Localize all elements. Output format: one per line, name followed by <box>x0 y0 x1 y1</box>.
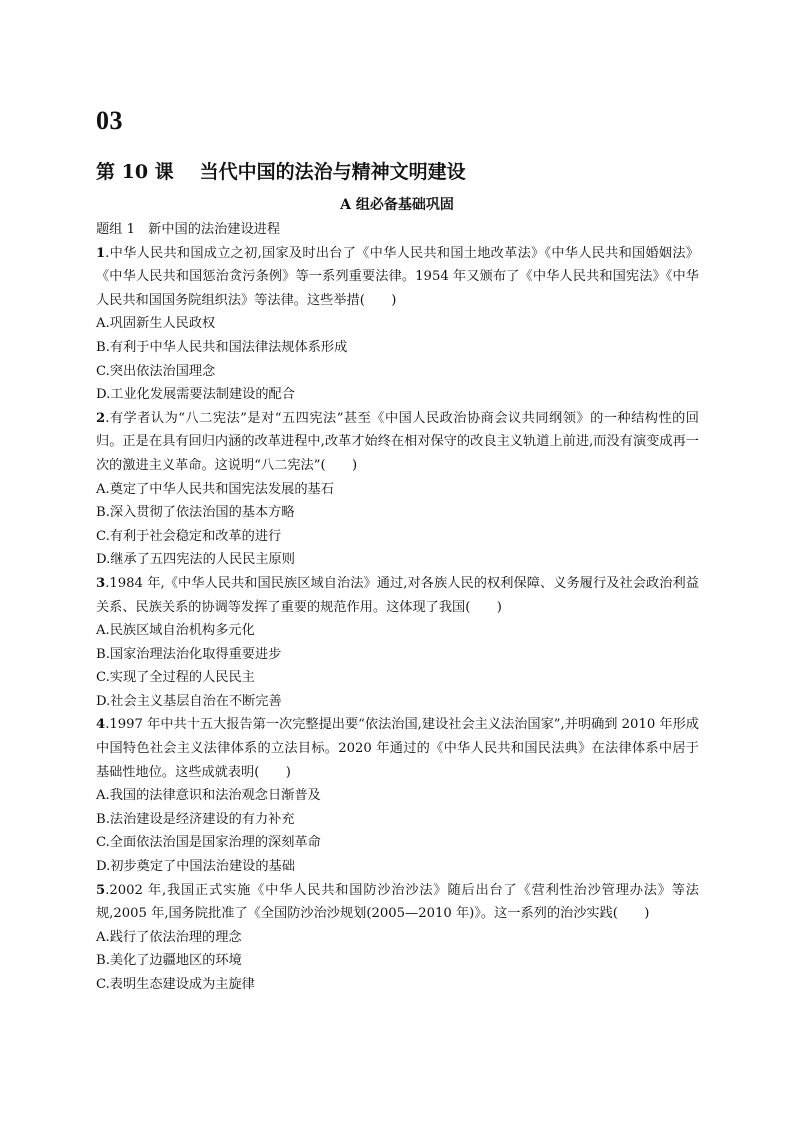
option-c: C.表明生态建设成为主旋律 <box>96 977 255 992</box>
question-text: .1984 年,《中华人民共和国民族区域自治法》通过,对各族人民的权利保障、义务履行及社会政治利益关系、民族关系的协调等发挥了重要的规范作用。这体现了我国( ) <box>96 575 699 615</box>
option-b: B.法治建设是经济建设的有力补充 <box>96 811 295 827</box>
option-a: A.我国的法律意识和法治观念日渐普及 <box>96 788 321 804</box>
question-stem <box>96 407 699 478</box>
question-stem <box>96 242 699 313</box>
question-3 <box>96 572 699 714</box>
question-number: 5 <box>96 882 106 898</box>
question-number: 4 <box>96 717 106 733</box>
option-b: B.美化了边疆地区的环境 <box>96 953 242 969</box>
question-4 <box>96 713 699 878</box>
question-number: 1 <box>96 245 106 261</box>
option-b: B.深入贯彻了依法治国的基本方略 <box>96 505 295 521</box>
unit-number: 03 <box>96 106 123 135</box>
lesson-number: 第 10 课 <box>96 161 174 183</box>
question-number: 3 <box>96 575 106 591</box>
question-stem <box>96 879 699 926</box>
group-title: 题组 1 新中国的法治建设进程 <box>96 222 281 237</box>
question-1 <box>96 242 699 407</box>
question-number: 2 <box>96 410 106 426</box>
question-text: .1997 年中共十五大报告第一次完整提出要“依法治国,建设社会主义法治国家”,并明确到 2010 年形成中国特色社会主义法律体系的立法目标。2020 年通过的《中华人民共和国民法典》在法律体系中居于基础性地位。这些成就表明( ) <box>96 717 699 780</box>
lesson-title-text: 当代中国的法治与精神文明建设 <box>199 161 466 183</box>
question-stem <box>96 713 699 784</box>
option-d: D.初步奠定了中国法治建设的基础 <box>96 859 295 875</box>
question-text: .有学者认为“八二宪法”是对“五四宪法”甚至《中国人民政治协商会议共同纲领》的一种结构性的回归。正是在具有回归内涵的改革进程中,改革才始终在相对保守的改良主义轨道上前进,而没有演变成再一次的激进主义革命。这说明“八二宪法”( ) <box>96 410 699 473</box>
question-stem <box>96 572 699 619</box>
option-c: C.突出依法治国理念 <box>96 363 216 379</box>
option-c: C.有利于社会稳定和改革的进行 <box>96 528 282 544</box>
question-text: .中华人民共和国成立之初,国家及时出台了《中华人民共和国土地改革法》《中华人民共和国婚姻法》《中华人民共和国惩治贪污条例》等一系列重要法律。1954 年又颁布了《中华人民共和国宪法》《中华人民共和国国务院组织法》等法律。这些举措( ) <box>96 245 699 308</box>
lesson-title <box>96 157 466 184</box>
question-5 <box>96 879 699 997</box>
question-content <box>96 218 699 997</box>
option-d: D.社会主义基层自治在不断完善 <box>96 693 282 709</box>
option-b: B.有利于中华人民共和国法律法规体系形成 <box>96 339 348 355</box>
option-a: A.巩固新生人民政权 <box>96 316 216 332</box>
option-a: A.民族区域自治机构多元化 <box>96 623 255 639</box>
option-b: B.国家治理法治化取得重要进步 <box>96 646 282 662</box>
option-d: D.工业化发展需要法制建设的配合 <box>96 387 295 403</box>
question-2 <box>96 407 699 572</box>
option-a: A.践行了依法治理的理念 <box>96 929 242 945</box>
option-c: C.全面依法治国是国家治理的深刻革命 <box>96 835 321 851</box>
option-a: A.奠定了中华人民共和国宪法发展的基石 <box>96 481 334 497</box>
question-text: .2002 年,我国正式实施《中华人民共和国防沙治沙法》随后出台了《营利性治沙管理办法》等法规,2005 年,国务院批准了《全国防沙治沙规划(2005—2010 年)》。这一系列的治沙实践( ) <box>96 882 699 922</box>
option-c: C.实现了全过程的人民民主 <box>96 670 255 686</box>
option-d: D.继承了五四宪法的人民民主原则 <box>96 552 295 568</box>
section-heading: A 组必备基础巩固 <box>340 197 454 213</box>
